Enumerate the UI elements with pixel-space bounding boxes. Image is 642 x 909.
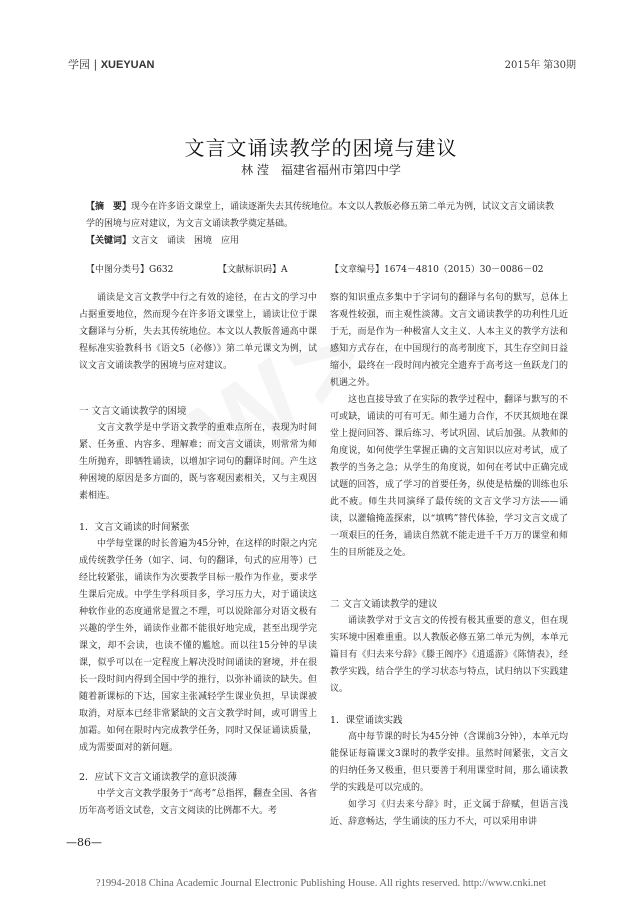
section-1-paragraph: 文言文教学是中学语文教学的重难点所在，表现为时间紧、任务重、内容多、理解难；而文言文诵读，则常常为师生所抛弃，即牺牲诵读，以增加字词句的翻译时间。产生这种困境的原因是多方面的，既与客观因素相关，又与主观因素相连。 — [79, 423, 317, 501]
subsection-1-1-paragraph: 中学每堂课的时长普遍为45分钟，在这样的时限之内完成传统教学任务（如字、词、句的翻译，句式的应用等）已经比较紧张，诵读作为次要教学目标一般作为作业，要求学生课后完成。中学生学科项目多，学习压力大，对于诵读这种软作业的态度通常是置之不理，可以说除部分对语文极有兴趣的学生外，诵读作业都不能很好地完成，甚至出现学完课文，却不会读，也读不懂的尴尬。而以往15分钟的早读课，似乎可以在一定程度上解决没时间诵读的窘境，并在很长一段时间内得到全国中学的推行，以弥补诵读的缺失。但随着新课标的下达，国家主张减轻学生课业负担，早读课被取消，对原本已经非常紧缺的文言文教学时间，或可谓雪上加霜。如何在限时内完成教学任务，同时又保证诵读质量，成为需要面对的新问题。 — [79, 539, 317, 753]
journal-name-cn: 学园 — [68, 58, 90, 71]
journal-name-en: XUEYUAN — [100, 59, 155, 71]
keywords-text: 文言文 诵读 困境 应用 — [131, 236, 240, 246]
keywords — [86, 233, 562, 250]
section-2-heading: 二 文言文诵读教学的建议 — [330, 599, 438, 610]
right-paragraph-2: 这也直接导致了在实际的教学过程中，翻译与默写的不可或缺，诵读的可有可无。师生通力合作，不厌其烦地在课堂上提问回答、课后练习、考试巩固、试后加强。从教师的角度说，如何使学生掌握正确的文言知识以应对考试，成了教学的当务之急；从学生的角度说，如何在考试中正确完成试题的回答，成了学习的首要任务，纵使是枯燥的训练也乐此不疲。师生共同演绎了最传统的文言文学习方法——诵读，以灌输掩盖探索，以“填鸭”替代体验，学习文言文成了一项艰巨的任务，诵读自然就不能走进千千万万的课堂和师生的目所能及之处。 — [330, 395, 568, 558]
issue-label: 2015年 第30期 — [504, 60, 576, 71]
subsection-2-1-heading: 1．课堂诵读实践 — [330, 715, 403, 726]
doc-code: 【文献标识码】A — [218, 265, 288, 275]
keywords-label: 【关键词】 — [86, 236, 132, 246]
right-last-paragraph: 如学习《归去来兮辞》时，正文属于辞赋，但语言浅近、辞意畅达，学生诵读的压力不大，可以采用串讲 — [330, 800, 568, 827]
subsection-1-2-heading: 2．应试下文言文诵读教学的意识淡薄 — [79, 772, 238, 783]
intro-paragraph: 诵读是文言文教学中行之有效的途径，在古文的学习中占据重要地位，然而现今在许多语文课堂上，诵读让位于课文翻译与分析，失去其传统地位。本文以人教版普通高中课程标准实验教科书《语文5（必修）》第二单元课文为例，试议文言文诵读教学的困境与应对建议。 — [79, 293, 317, 371]
left-column — [79, 290, 317, 820]
copyright-footer: ?1994-2018 China Academic Journal Electronic Publishing House. All rights reserved. http://www.cnki.net — [95, 878, 547, 889]
clc-number: 【中图分类号】G632 — [86, 265, 174, 275]
subsection-1-2-paragraph: 中学文言文教学服务于“高考”总指挥，翻查全国、各省历年高考语文试卷，文言文阅读的比例都不大。考 — [79, 789, 317, 816]
article-title: 文言文诵读教学的困境与建议 — [184, 136, 458, 160]
abstract-label: 【摘 要】 — [86, 202, 132, 212]
author-name: 林 滢 — [241, 163, 269, 177]
section-1-heading: 一 文言文诵读教学的困境 — [79, 406, 187, 417]
subsection-2-1-paragraph: 高中每节课的时长为45分钟（含课前3分钟），本单元均能保证每篇课文3课时的教学安排。虽然时间紧张，文言文的归纳任务又极重，但只要善于利用课堂时间，那么诵读教学的实践是可以完成的。 — [330, 732, 568, 793]
author-line — [0, 161, 642, 178]
section-2-paragraph: 诵读教学对于文言文的传授有极其重要的意义，但在现实环境中困难重重。以人教版必修五第二单元为例，本单元篇目有《归去来兮辞》《滕王阁序》《逍遥游》《陈情表》，经教学实践，结合学生的学习状态与特点，试归纳以下实践建议。 — [330, 616, 568, 694]
page-number: —86— — [66, 836, 102, 849]
right-column — [330, 290, 568, 831]
abstract-block — [86, 199, 562, 250]
author-affiliation: 福建省福州市第四中学 — [280, 163, 401, 177]
right-paragraph-1: 察的知识重点多集中于字词句的翻译与名句的默写，总体上客观性较强，而主观性淡薄。文言文诵读教学的功利性几近于无，而是作为一种极富人文主义、人本主义的教学方法和感知方式存在，在中国现行的高考制度下，其生存空间日益缩小，最终在一段时间内被完全遗弃于高考这一鱼跃龙门的机遇之外。 — [330, 293, 568, 388]
abstract — [86, 199, 562, 233]
journal-name: 学园 | XUEYUAN — [68, 58, 155, 71]
abstract-text: 现今在许多语文课堂上，诵读逐渐失去其传统地位。本文以人教版必修五第二单元为例，试议文言文诵读教学的困境与应对建议，为文言文诵读教学奠定基础。 — [86, 202, 555, 229]
article-number: 【文章编号】1674－4810（2015）30－0086－02 — [330, 265, 544, 275]
subsection-1-1-heading: 1．文言文诵读的时间紧张 — [79, 522, 190, 533]
